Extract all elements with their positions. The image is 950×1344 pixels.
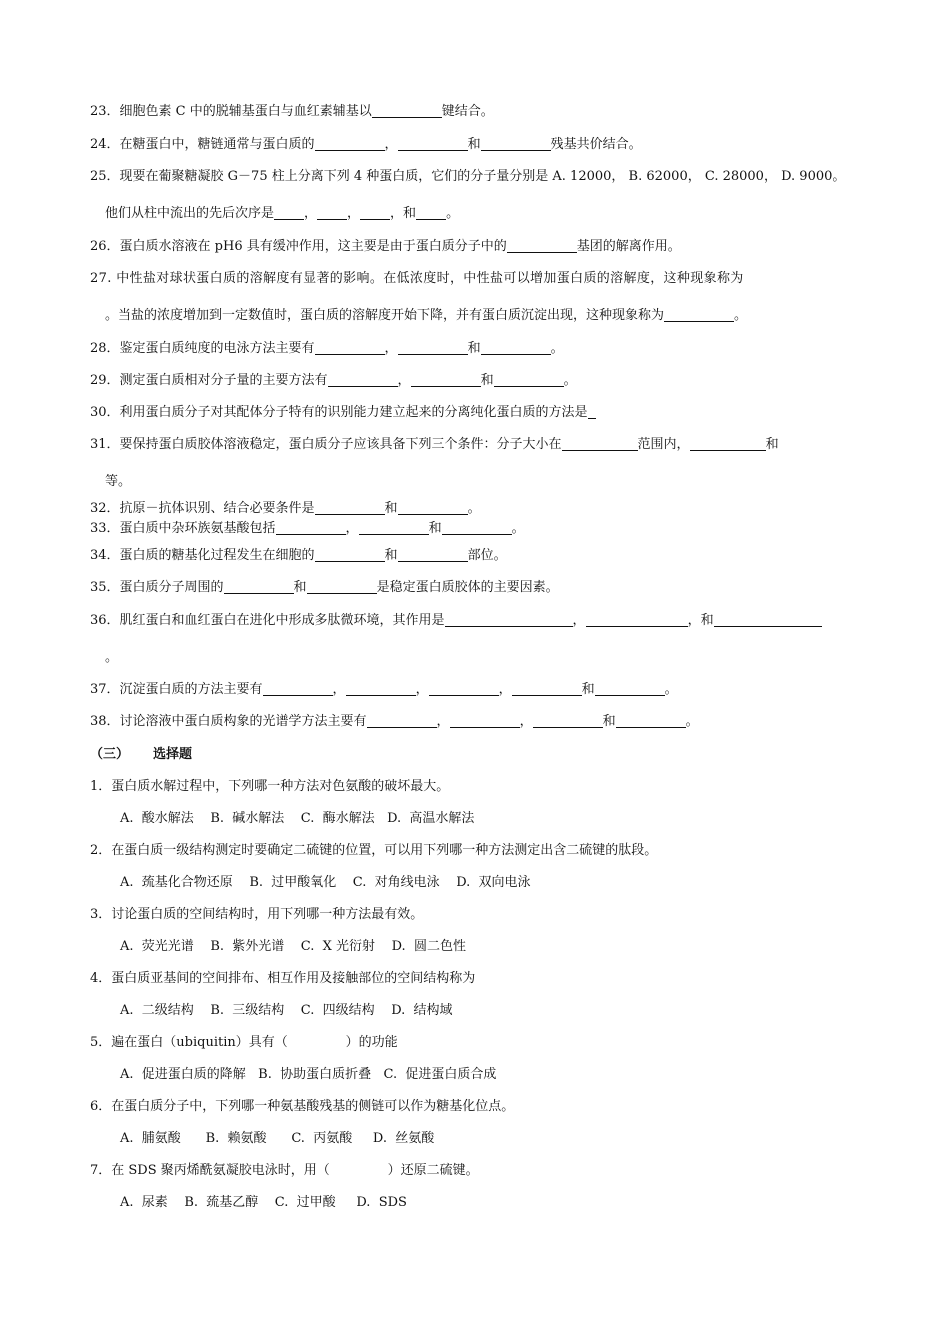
q34: 34．蛋白质的糖基化过程发生在细胞的 和 部位。: [90, 548, 507, 563]
q32: 32．抗原－抗体识别、结合必要条件是 和 。: [90, 501, 481, 516]
blank: [398, 136, 468, 151]
blank: [512, 681, 582, 696]
choice-question-1: 1．蛋白质水解过程中，下列哪一种方法对色氨酸的破坏最大。: [90, 779, 450, 794]
blank: [595, 681, 665, 696]
choice-question-7: 7．在 SDS 聚丙烯酰氨凝胶电泳时，用（ ）还原二硫键。: [90, 1163, 479, 1178]
blank: [714, 612, 822, 627]
q35: 35．蛋白质分子周围的 和 是稳定蛋白质胶体的主要因素。: [90, 580, 559, 595]
q31-cont: 等。: [105, 474, 132, 489]
blank: [690, 436, 766, 451]
q24: 24．在糖蛋白中，糖链通常与蛋白质的 ， 和 残基共价结合。: [90, 137, 642, 152]
blank: [562, 436, 638, 451]
blank: [315, 136, 385, 151]
blank: [429, 681, 499, 696]
q36-cont: 。: [105, 650, 119, 665]
blank: [664, 307, 734, 322]
choice-options-5: A. 促进蛋白质的降解 B. 协助蛋白质折叠 C. 促进蛋白质合成: [120, 1067, 497, 1082]
blank: [450, 713, 520, 728]
blank: [588, 404, 596, 419]
blank: [359, 520, 429, 535]
choice-options-3: A. 荧光光谱 B. 紫外光谱 C. X 光衍射 D. 圆二色性: [120, 939, 466, 954]
blank: [360, 205, 390, 220]
choice-options-4: A. 二级结构 B. 三级结构 C. 四级结构 D. 结构域: [120, 1003, 453, 1018]
blank: [507, 238, 577, 253]
q23: 23．细胞色素 C 中的脱辅基蛋白与血红素辅基以 键结合。: [90, 104, 494, 119]
blank: [315, 340, 385, 355]
q26: 26．蛋白质水溶液在 pH6 具有缓冲作用，这主要是由于蛋白质分子中的 基团的解离作用。: [90, 239, 681, 254]
blank: [533, 713, 603, 728]
q28: 28．鉴定蛋白质纯度的电泳方法主要有 ， 和 。: [90, 341, 564, 356]
q27-cont: 。当盐的浓度增加到一定数值时，蛋白质的溶解度开始下降，并有蛋白质沉淀出现，这种现象称为 。: [105, 308, 748, 323]
blank: [442, 520, 512, 535]
section-number: （三）: [90, 747, 130, 762]
blank: [411, 372, 481, 387]
q33: 33．蛋白质中杂环族氨基酸包括 ， 和 。: [90, 521, 525, 536]
blank: [398, 340, 468, 355]
blank: [276, 520, 346, 535]
blank: [416, 205, 446, 220]
q31: 31．要保持蛋白质胶体溶液稳定，蛋白质分子应该具备下列三个条件：分子大小在 范围内， 和: [90, 437, 779, 452]
blank: [263, 681, 333, 696]
section-heading: [90, 746, 950, 764]
q30: 30．利用蛋白质分子对其配体分子特有的识别能力建立起来的分离纯化蛋白质的方法是: [90, 404, 950, 422]
choice-question-6: 6．在蛋白质分子中，下列哪一种氨基酸残基的侧链可以作为糖基化位点。: [90, 1099, 515, 1114]
blank: [445, 612, 573, 627]
blank: [274, 205, 304, 220]
choice-question-5: 5．遍在蛋白（ubiquitin）具有（ ）的功能: [90, 1035, 398, 1050]
blank: [367, 713, 437, 728]
blank: [586, 612, 688, 627]
choice-options-2: A. 巯基化合物还原 B. 过甲酸氧化 C. 对角线电泳 D. 双向电泳: [120, 875, 531, 890]
choice-options-6: A. 脯氨酸 B. 赖氨酸 C. 丙氨酸 D. 丝氨酸: [120, 1131, 435, 1146]
choice-question-3: 3．讨论蛋白质的空间结构时，用下列哪一种方法最有效。: [90, 907, 424, 922]
blank: [481, 136, 551, 151]
q36: 36．肌红蛋白和血红蛋白在进化中形成多肽微环境，其作用是 ， ，和: [90, 612, 950, 630]
blank: [398, 500, 468, 515]
choice-question-4: 4．蛋白质亚基间的空间排布、相互作用及接触部位的空间结构称为: [90, 971, 476, 986]
q27: 27. 中性盐对球状蛋白质的溶解度有显著的影响。在低浓度时，中性盐可以增加蛋白质的溶解度，这种现象称为: [90, 271, 744, 286]
blank: [307, 579, 377, 594]
q25-order: 他们从柱中流出的先后次序是 ， ， ，和 。: [105, 206, 460, 221]
choice-question-2: 2．在蛋白质一级结构测定时要确定二硫键的位置，可以用下列哪一种方法测定出含二硫键的肽段。: [90, 843, 658, 858]
q25: 25．现要在葡聚糖凝胶 G－75 柱上分离下列 4 种蛋白质，它们的分子量分别是 A. 12000， B. 62000， C. 28000， D. 9000。: [90, 169, 846, 184]
blank: [315, 547, 385, 562]
blank: [616, 713, 686, 728]
choice-options-1: A. 酸水解法 B. 碱水解法 C. 酶水解法 D. 高温水解法: [120, 811, 475, 826]
q38: 38．讨论溶液中蛋白质构象的光谱学方法主要有 ， ， 和 。: [90, 714, 699, 729]
blank: [494, 372, 564, 387]
blank: [372, 103, 442, 118]
blank: [328, 372, 398, 387]
q29: 29．测定蛋白质相对分子量的主要方法有 ， 和 。: [90, 373, 577, 388]
blank: [317, 205, 347, 220]
blank: [398, 547, 468, 562]
section-title: 选择题: [153, 747, 193, 762]
blank: [346, 681, 416, 696]
blank: [315, 500, 385, 515]
blank: [481, 340, 551, 355]
choice-options-7: A. 尿素 B. 巯基乙醇 C. 过甲酸 D. SDS: [120, 1195, 407, 1210]
q37: 37．沉淀蛋白质的方法主要有 ， ， ， 和 。: [90, 682, 678, 697]
blank: [224, 579, 294, 594]
